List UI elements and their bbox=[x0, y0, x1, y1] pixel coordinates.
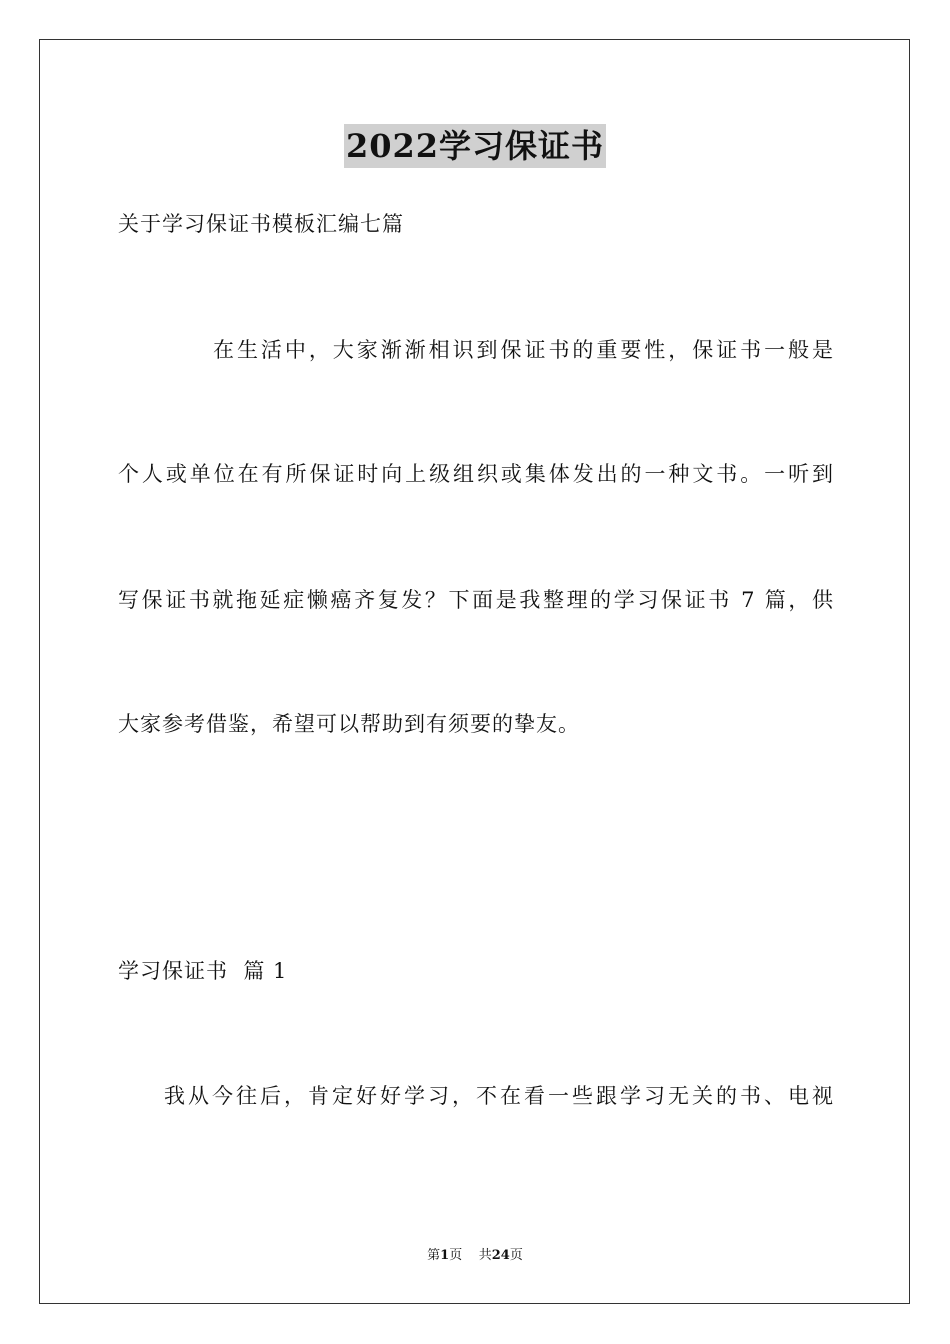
intro-line-3: 写保证书就拖延症懒癌齐复发？下面是我整理的学习保证书 7 篇，供 bbox=[118, 588, 834, 612]
intro-line-4: 大家参考借鉴，希望可以帮助到有须要的挚友。 bbox=[118, 712, 580, 736]
intro-line-1: 在生活中，大家渐渐相识到保证书的重要性，保证书一般是 bbox=[213, 338, 834, 362]
section-paragraph-line-1: 我从今往后，肯定好好学习，不在看一些跟学习无关的书、电视 bbox=[164, 1084, 834, 1108]
footer-total-prefix: 共 bbox=[478, 1248, 492, 1263]
intro-line-2: 个人或单位在有所保证时向上级组织或集体发出的一种文书。一听到 bbox=[118, 462, 834, 486]
title-container bbox=[0, 124, 950, 168]
footer-total-pages: 24 bbox=[491, 1248, 510, 1263]
section-heading: 学习保证书 篇 1 bbox=[118, 959, 288, 983]
footer-page-suffix: 页 bbox=[449, 1248, 463, 1263]
footer-page-number: 1 bbox=[440, 1248, 450, 1263]
footer-total-suffix: 页 bbox=[509, 1248, 523, 1263]
document-subtitle: 关于学习保证书模板汇编七篇 bbox=[118, 212, 404, 236]
footer-page-prefix: 第 bbox=[427, 1248, 441, 1263]
page-footer bbox=[0, 1246, 950, 1266]
document-title: 2022学习保证书 bbox=[344, 124, 606, 168]
